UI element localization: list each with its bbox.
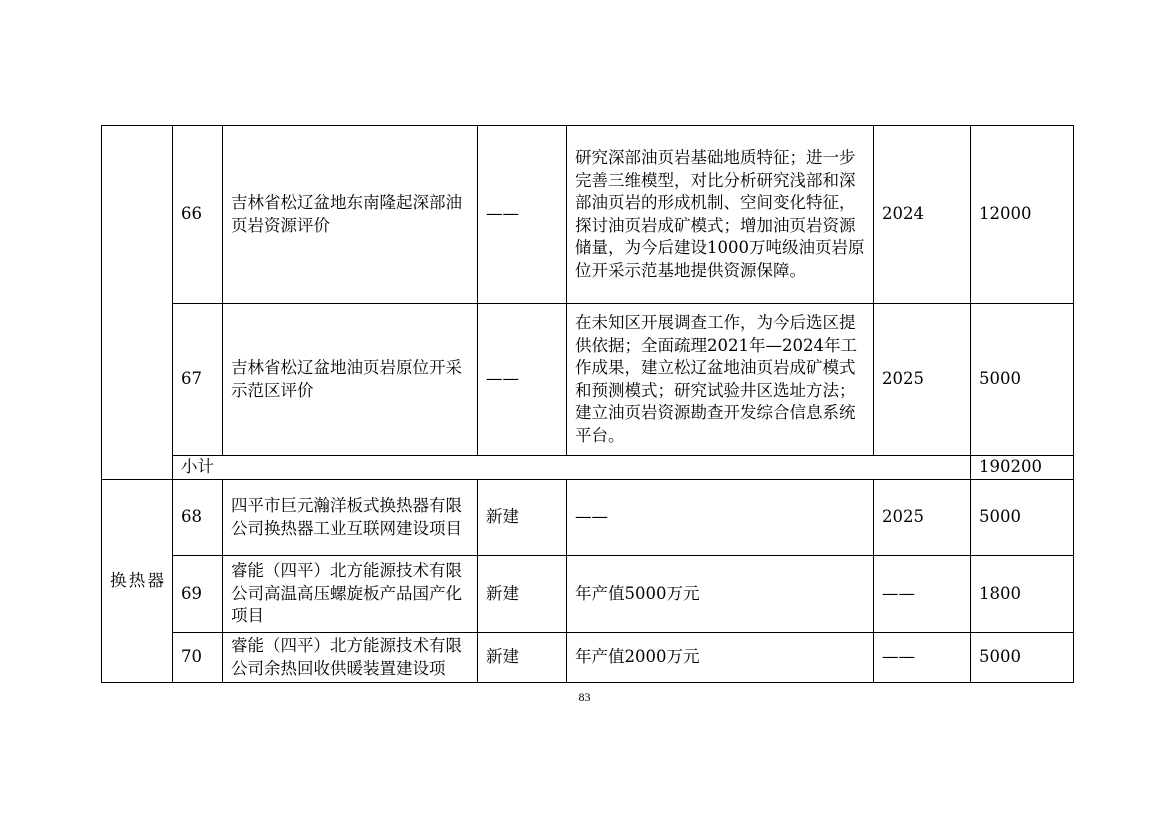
completion-year: 2024 — [874, 126, 971, 304]
build-type: 新建 — [478, 480, 567, 556]
project-content: 研究深部油页岩基础地质特征；进一步完善三维模型，对比分析研究浅部和深部油页岩的形成机制、空间变化特征，探讨油页岩成矿模式；增加油页岩资源储量，为今后建设1000万吨级油页岩原位开采示范基地提供资源保障。 — [567, 126, 874, 304]
completion-year: 2025 — [874, 480, 971, 556]
row-number: 70 — [173, 633, 223, 683]
project-content: 年产值5000万元 — [567, 556, 874, 633]
project-content: —— — [567, 480, 874, 556]
investment-amount: 5000 — [971, 304, 1074, 456]
project-name: 睿能（四平）北方能源技术有限公司余热回收供暖装置建设项 — [223, 633, 478, 683]
completion-year: —— — [874, 633, 971, 683]
category-cell-empty — [102, 126, 173, 480]
investment-amount: 12000 — [971, 126, 1074, 304]
table-row — [102, 304, 1074, 456]
project-name: 睿能（四平）北方能源技术有限公司高温高压螺旋板产品国产化项目 — [223, 556, 478, 633]
page-number: 83 — [578, 690, 591, 704]
build-type: 新建 — [478, 633, 567, 683]
row-number: 67 — [173, 304, 223, 456]
build-type: —— — [478, 126, 567, 304]
subtotal-row — [102, 456, 1074, 480]
build-type: 新建 — [478, 556, 567, 633]
row-number: 66 — [173, 126, 223, 304]
project-content: 在未知区开展调查工作，为今后选区提供依据；全面疏理2021年—2024年工作成果，建立松辽盆地油页岩成矿模式和预测模式；研究试验井区选址方法；建立油页岩资源勘查开发综合信息系统平台。 — [567, 304, 874, 456]
category-cell — [102, 480, 173, 683]
project-content: 年产值2000万元 — [567, 633, 874, 683]
subtotal-label: 小计 — [173, 456, 971, 480]
build-type: —— — [478, 304, 567, 456]
table-row — [102, 480, 1074, 556]
project-name: 吉林省松辽盆地油页岩原位开采示范区评价 — [223, 304, 478, 456]
project-name: 吉林省松辽盆地东南隆起深部油页岩资源评价 — [223, 126, 478, 304]
project-name: 四平市巨元瀚洋板式换热器有限公司换热器工业互联网建设项目 — [223, 480, 478, 556]
row-number: 68 — [173, 480, 223, 556]
investment-amount: 5000 — [971, 480, 1074, 556]
project-table — [101, 125, 1074, 683]
investment-amount: 5000 — [971, 633, 1074, 683]
category-label: 换热器 — [110, 571, 164, 590]
table-row — [102, 126, 1074, 304]
table-row — [102, 633, 1074, 683]
row-number: 69 — [173, 556, 223, 633]
completion-year: 2025 — [874, 304, 971, 456]
completion-year: —— — [874, 556, 971, 633]
subtotal-value: 190200 — [971, 456, 1074, 480]
investment-amount: 1800 — [971, 556, 1074, 633]
table-row — [102, 556, 1074, 633]
